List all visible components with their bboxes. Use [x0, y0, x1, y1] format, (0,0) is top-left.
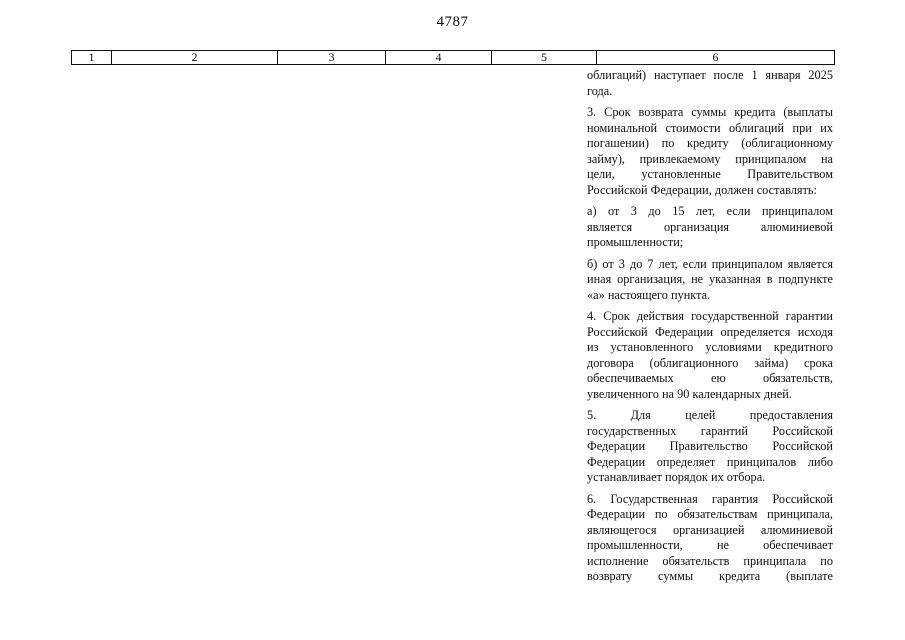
text-line: из установленного условиями кредитного: [587, 340, 833, 354]
text-line: года.: [587, 83, 613, 98]
text-line: увеличенного на 90 календарных дней.: [587, 386, 792, 401]
paragraph: [587, 492, 833, 585]
text-line: займу), привлекаемому принципалом на: [587, 151, 833, 166]
column-number-1: 1: [72, 51, 112, 64]
text-line: 3. Срок возврата суммы кредита (выплаты: [587, 105, 833, 119]
text-line: облигаций) наступает после 1 января 2025: [587, 68, 833, 82]
paragraph: [587, 204, 833, 251]
text-line: Российской Федерации, должен составлять:: [587, 182, 817, 197]
text-line: «а» настоящего пункта.: [587, 287, 711, 302]
text-line: государственных гарантий Российской: [587, 423, 833, 438]
column-number-5: 5: [492, 51, 597, 64]
paragraph: [587, 257, 833, 304]
paragraph: [587, 309, 833, 402]
text-line: номинальной стоимости облигаций при их: [587, 120, 833, 135]
text-line: цели, установленные Правительством: [587, 167, 833, 181]
text-line: а) от 3 до 15 лет, если принципалом: [587, 204, 833, 218]
page-number: 4787: [436, 14, 469, 30]
text-line: возврату суммы кредита (выплате: [587, 569, 833, 583]
text-line: б) от 3 до 7 лет, если принципалом является: [587, 256, 833, 271]
text-line: 6. Государственная гарантия Российской: [587, 491, 833, 506]
text-line: иная организация, не указанная в подпункте: [587, 272, 833, 286]
text-line: договора (облигационного займа) срока: [587, 355, 833, 370]
text-line: промышленности, не обеспечивает: [587, 538, 833, 552]
text-line: обеспечиваемых ею обязательств,: [587, 371, 833, 385]
text-line: устанавливает порядок их отбора.: [587, 470, 766, 484]
text-line: Федерации по обязательствам принципала,: [587, 507, 833, 521]
text-line: Российской Федерации определяется исходя: [587, 324, 833, 339]
table-column-header: [71, 50, 835, 65]
text-line: являющегося организацией алюминиевой: [587, 522, 833, 537]
text-line: является организация алюминиевой: [587, 219, 833, 234]
text-line: промышленности;: [587, 235, 684, 249]
text-line: Федерации Правительство Российской: [587, 439, 833, 453]
paragraph: [587, 105, 833, 198]
column-number-3: 3: [278, 51, 386, 64]
text-line: 4. Срок действия государственной гарантии: [587, 309, 833, 323]
paragraph: [587, 68, 833, 99]
text-line: Федерации определяет принципалов либо: [587, 454, 833, 469]
column-number-4: 4: [386, 51, 492, 64]
text-line: погашении) по кредиту (облигационному: [587, 136, 833, 150]
text-line: исполнение обязательств принципала по: [587, 553, 833, 568]
column-6-text: [587, 68, 833, 591]
column-number-6: 6: [712, 50, 719, 64]
text-line: 5. Для целей предоставления: [587, 408, 833, 422]
paragraph: [587, 408, 833, 486]
column-number-2: 2: [112, 51, 278, 64]
